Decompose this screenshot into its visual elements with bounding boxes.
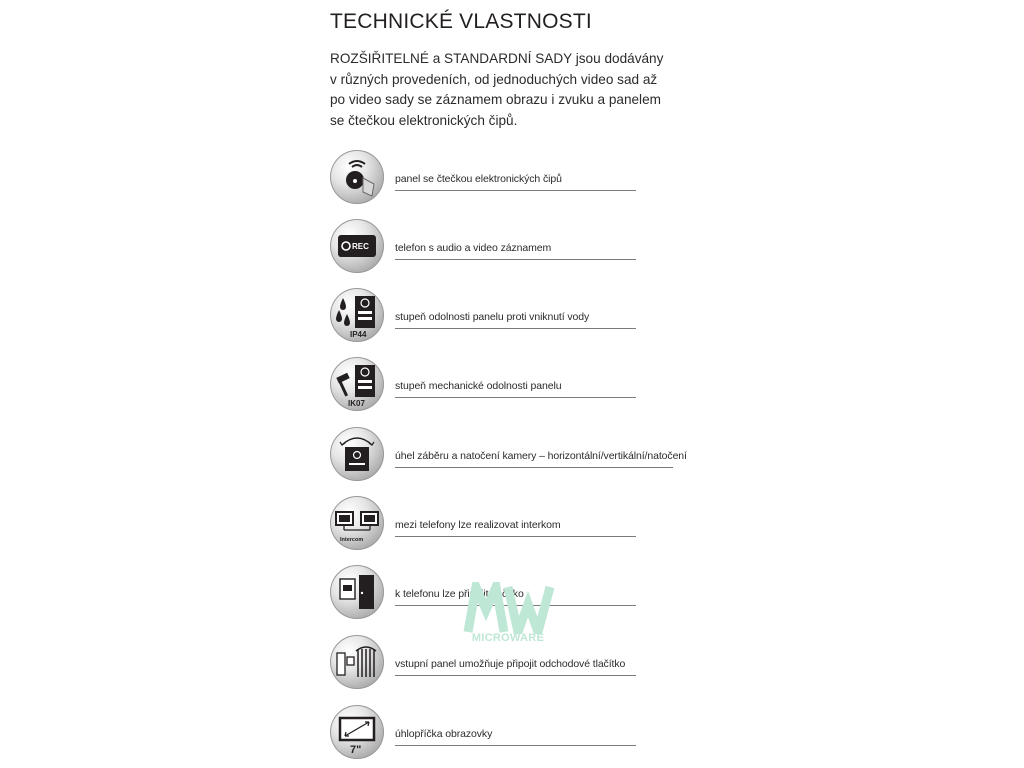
feature-label: stupeň odolnosti panelu proti vniknutí vody: [395, 311, 590, 323]
watermark-text: MICROWARE: [471, 632, 545, 644]
feature-label: úhlopříčka obrazovky: [395, 728, 493, 740]
intercom-icon: [330, 496, 384, 550]
intercom-text: Intercom: [340, 537, 364, 543]
intro-line: ROZŠIŘITELNÉ a STANDARDNÍ SADY jsou dodávány: [330, 51, 664, 66]
feature-underline: [395, 397, 636, 398]
feature-underline: [395, 467, 673, 468]
feature-underline: [395, 675, 636, 676]
feature-underline: [395, 328, 636, 329]
screen-size-text: 7": [350, 744, 362, 756]
feature-underline: [395, 745, 636, 746]
feature-item: [330, 150, 690, 206]
feature-underline: [395, 190, 636, 191]
feature-label: telefon s audio a video záznamem: [395, 242, 552, 254]
feature-item: [330, 219, 690, 275]
feature-item: [330, 496, 690, 552]
feature-underline: [395, 259, 636, 260]
feature-label: stupeň mechanické odolnosti panelu: [395, 380, 562, 392]
feature-item: [330, 288, 690, 344]
feature-label: panel se čtečkou elektronických čipů: [395, 173, 562, 185]
camera-angle-icon: [330, 427, 384, 481]
feature-underline: [395, 536, 636, 537]
feature-item: [330, 705, 690, 761]
feature-label: úhel záběru a natočení kamery – horizontální/vertikální/natočení: [395, 450, 687, 462]
rec-camera-icon: [330, 219, 384, 273]
intro-line: v různých provedeních, od jednoduchých video sad až: [330, 71, 658, 87]
feature-underline: [395, 605, 636, 606]
feature-label: vstupní panel umožňuje připojit odchodové tlačítko: [395, 658, 626, 670]
water-resistance-icon: [330, 288, 384, 342]
door-button-icon: [330, 565, 384, 619]
feature-item: [330, 565, 690, 621]
chip-reader-icon: [330, 150, 384, 204]
feature-item: [330, 635, 690, 691]
gate-button-icon: [330, 635, 384, 689]
intro-line: po video sady se záznamem obrazu i zvuku a panelem: [330, 92, 661, 107]
feature-label: mezi telefony lze realizovat interkom: [395, 519, 561, 531]
ip-rating-text: IP44: [350, 330, 367, 339]
impact-resistance-icon: [330, 357, 384, 411]
feature-item: [330, 427, 690, 483]
ik-rating-text: IK07: [348, 399, 365, 408]
rec-text: REC: [352, 242, 369, 251]
screen-diagonal-icon: [330, 705, 384, 759]
intro-paragraph: [330, 49, 710, 131]
feature-label: k telefonu lze připojit tlačítko: [395, 588, 524, 600]
page-title: TECHNICKÉ VLASTNOSTI: [330, 10, 592, 33]
feature-item: [330, 357, 690, 413]
intro-line: se čtečkou elektronických čipů.: [330, 112, 518, 128]
